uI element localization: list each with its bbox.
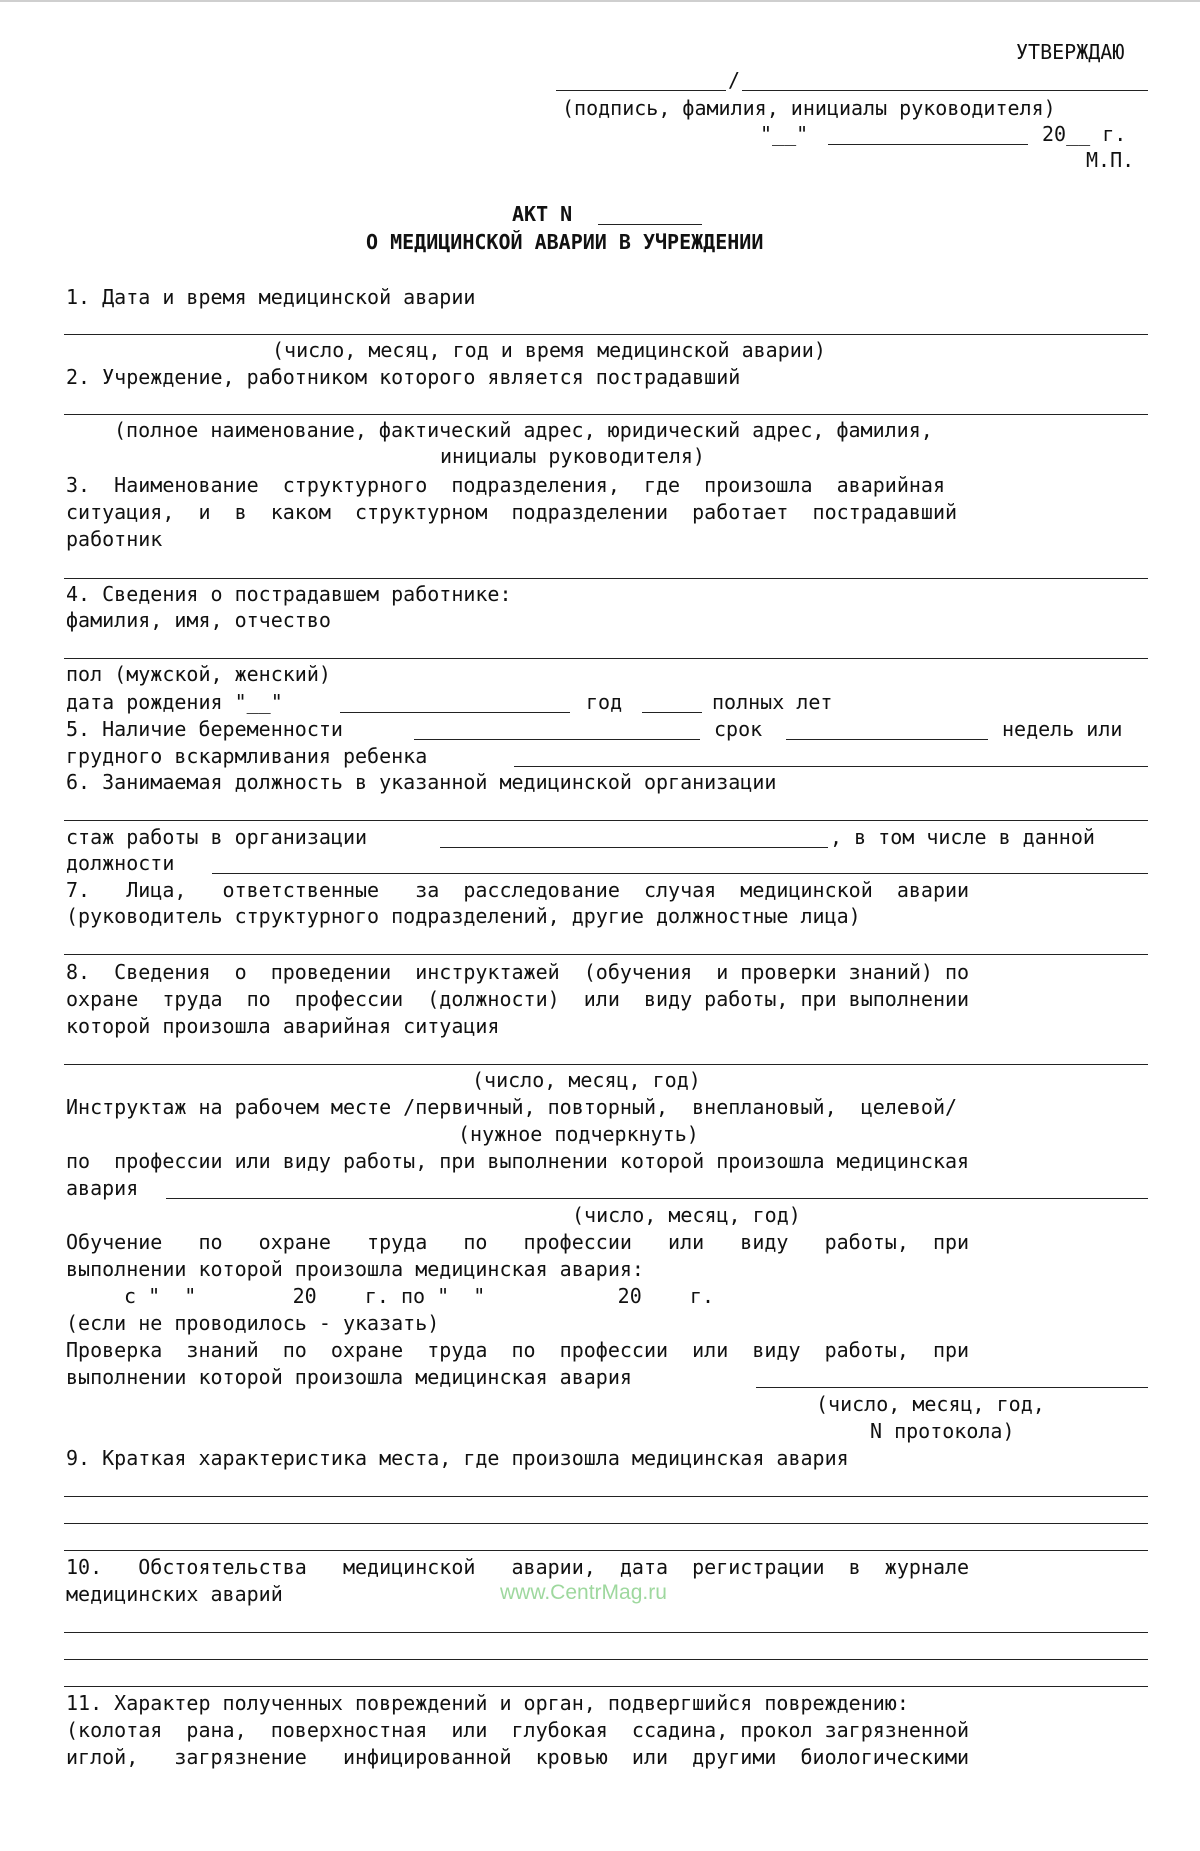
section-11-line-2: (колотая рана, поверхностная или глубокая ссадина, прокол загрязненной (66, 1718, 970, 1742)
sex-label: пол (мужской, женский) (66, 662, 331, 686)
profession-line-2: авария (66, 1176, 139, 1200)
breastfeeding-label: грудного вскармливания ребенка (66, 744, 428, 768)
check-line-1: Проверка знаний по охране труда по профессии или виду работы, при (66, 1338, 970, 1362)
including-label: , в том числе в данной (830, 825, 1095, 849)
signature-line (556, 90, 726, 91)
watermark: www.CentrMag.ru (500, 1581, 667, 1604)
term-label: срок (714, 717, 763, 741)
in-position-line (212, 873, 1148, 874)
section-9-label: 9. Краткая характеристика места, где произошла медицинская авария (66, 1446, 849, 1470)
birth-year-label: год (586, 690, 623, 714)
check-line-2: выполнении которой произошла медицинская авария (66, 1365, 632, 1389)
profession-line-1: по профессии или виду работы, при выполнении которой произошла медицинская (66, 1149, 970, 1173)
training-line-2: выполнении которой произошла медицинская авария: (66, 1257, 644, 1281)
position-line (64, 820, 1148, 821)
check-caption-2: N протокола) (870, 1419, 1015, 1443)
not-conducted-note: (если не проводилось - указать) (66, 1311, 440, 1335)
act-number-line (598, 224, 702, 225)
section-8-line-1: 8. Сведения о проведении инструктажей (обучения и проверки знаний) по (66, 960, 970, 984)
section-8-date-caption: (число, месяц, год) (472, 1068, 701, 1092)
stamp-label: М.П. (1086, 148, 1135, 172)
section-10-line-a (64, 1632, 1148, 1633)
check-line (756, 1387, 1148, 1388)
birth-date-line (340, 712, 570, 713)
section-2-caption-1: (полное наименование, фактический адрес, юридический адрес, фамилия, (114, 418, 933, 442)
in-position-label: должности (66, 851, 175, 875)
training-line-1: Обучение по охране труда по профессии или виду работы, при (66, 1230, 970, 1254)
section-2-label: 2. Учреждение, работником которого является пострадавший (66, 365, 741, 389)
section-10-line-c (64, 1686, 1148, 1687)
section-8-line-2: охране труда по профессии (должности) или виду работы, при выполнении (66, 987, 970, 1011)
section-9-line-3 (64, 1550, 1148, 1551)
section-1-label: 1. Дата и время медицинской аварии (66, 285, 476, 309)
section-1-line (64, 334, 1148, 335)
section-2-line (64, 414, 1148, 415)
briefing-line: Инструктаж на рабочем месте /первичный, повторный, внеплановый, целевой/ (66, 1095, 958, 1119)
section-10-line-1: 10. Обстоятельства медицинской аварии, дата регистрации в журнале (66, 1555, 970, 1579)
experience-line (440, 847, 828, 848)
fio-label: фамилия, имя, отчество (66, 608, 331, 632)
section-3-line (64, 578, 1148, 579)
pregnancy-line (414, 739, 700, 740)
full-years-label: полных лет (712, 690, 833, 714)
check-caption-1: (число, месяц, год, (816, 1392, 1045, 1416)
section-1-caption: (число, месяц, год и время медицинской аварии) (272, 338, 826, 362)
section-9-line-1 (64, 1496, 1148, 1497)
section-3-line-2: ситуация, и в каком структурном подразделении работает пострадавший (66, 500, 958, 524)
section-7-line-2: (руководитель структурного подразделений, другие должностные лица) (66, 904, 861, 928)
signature-caption: (подпись, фамилия, инициалы руководителя) (562, 96, 1056, 120)
section-4-label: 4. Сведения о пострадавшем работнике: (66, 582, 512, 606)
act-subject: О МЕДИЦИНСКОЙ АВАРИИ В УЧРЕЖДЕНИИ (366, 230, 764, 254)
name-line (742, 90, 1148, 91)
section-11-line-1: 11. Характер полученных повреждений и орган, подвергшийся повреждению: (66, 1691, 909, 1715)
section-2-caption-2: инициалы руководителя) (440, 444, 705, 468)
section-7-line (64, 954, 1148, 955)
profession-line (166, 1198, 1148, 1199)
section-7-line-1: 7. Лица, ответственные за расследование случая медицинской аварии (66, 878, 970, 902)
training-period: с " " 20 г. по " " 20 г. (124, 1284, 715, 1308)
date-quotes: "__" (760, 122, 809, 146)
experience-label: стаж работы в организации (66, 825, 368, 849)
section-3-line-3: работник (66, 527, 163, 551)
signature-slash: / (728, 68, 741, 92)
underline-caption: (нужное подчеркнуть) (458, 1122, 699, 1146)
section-3-line-1: 3. Наименование структурного подразделения, где произошла аварийная (66, 473, 945, 497)
weeks-or-label: недель или (1002, 717, 1123, 741)
section-8-date-line (64, 1064, 1148, 1065)
section-10-line-b (64, 1659, 1148, 1660)
birth-label: дата рождения "__" (66, 690, 283, 714)
act-number-label: АКТ N (512, 202, 573, 226)
section-5-label: 5. Наличие беременности (66, 717, 343, 741)
age-line (642, 712, 702, 713)
section-11-line-3: иглой, загрязнение инфицированной кровью или другими биологическими (66, 1745, 970, 1769)
section-9-line-2 (64, 1523, 1148, 1524)
fio-line (64, 658, 1148, 659)
term-line (786, 739, 988, 740)
date-month-line (828, 144, 1028, 145)
section-10-line-2: медицинских аварий (66, 1582, 283, 1606)
approve-label: УТВЕРЖДАЮ (1016, 40, 1125, 64)
profession-date-caption: (число, месяц, год) (572, 1203, 801, 1227)
top-border (0, 0, 1200, 2)
section-6-label: 6. Занимаемая должность в указанной медицинской организации (66, 770, 777, 794)
date-year: 20__ г. (1042, 122, 1127, 146)
section-8-line-3: которой произошла аварийная ситуация (66, 1014, 500, 1038)
breastfeeding-line (514, 766, 1148, 767)
